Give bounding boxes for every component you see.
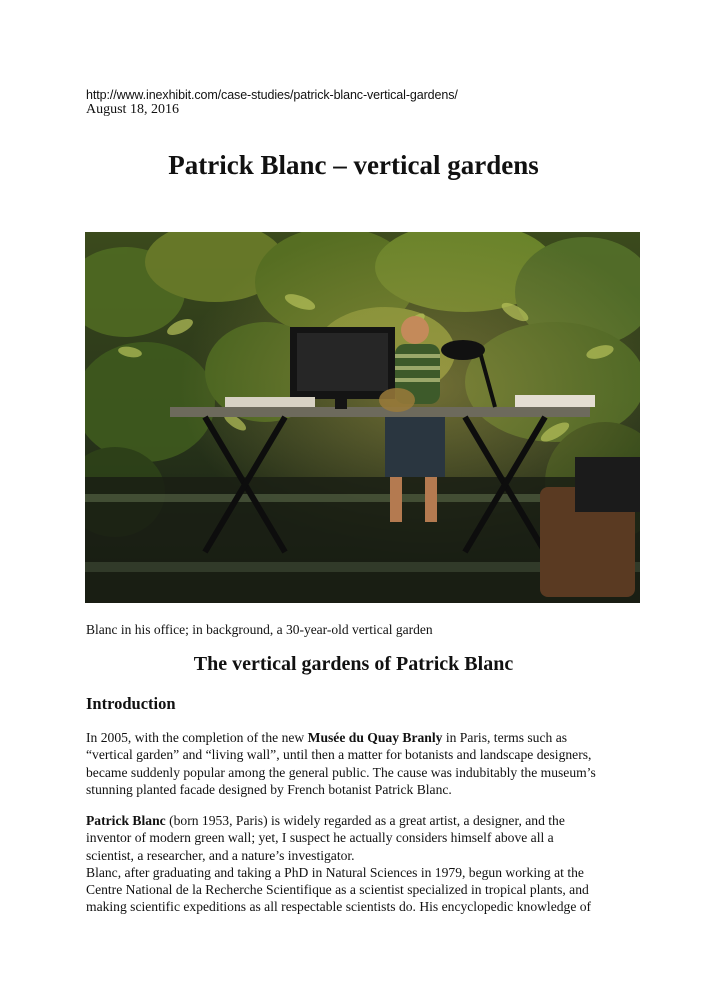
text-segment: in Paris, terms such as [442, 730, 568, 745]
text-line: “vertical garden” and “living wall”, until then a matter for botanists and landscape designers, [86, 747, 592, 763]
text-line: stunning planted facade designed by French botanist Patrick Blanc. [86, 781, 452, 797]
text-line: inventor of modern green wall; yet, I suspect he actually considers himself above all a [86, 830, 554, 846]
article-subtitle: The vertical gardens of Patrick Blanc [193, 653, 514, 675]
text-line: making scientific expeditions as all respectable scientists do. His encyclopedic knowledge of [86, 899, 592, 915]
text-line: Centre National de la Recherche Scientifique as a scientist specialized in tropical plants, and [86, 882, 589, 898]
page-title: Patrick Blanc – vertical gardens [168, 150, 539, 180]
source-url[interactable]: http://www.inexhibit.com/case-studies/patrick-blanc-vertical-gardens/ [86, 88, 458, 102]
intro-paragraph-1 [86, 729, 631, 798]
text-line: became suddenly popular among the general public. The cause was indubitably the museum’s [86, 764, 596, 780]
text-line: scientist, a researcher, and a nature’s investigator. [86, 847, 355, 863]
text-line: Blanc, after graduating and taking a PhD in Natural Sciences in 1979, begun working at the [86, 864, 584, 880]
text-segment: In 2005, with the completion of the new [86, 730, 308, 745]
person-name: Patrick Blanc [86, 813, 166, 828]
text-line [86, 812, 631, 829]
section-heading-introduction: Introduction [86, 694, 176, 713]
publication-date: August 18, 2016 [86, 102, 179, 117]
text-line [86, 729, 631, 746]
intro-paragraph-2 [86, 812, 631, 916]
office-photo [85, 232, 640, 603]
museum-name: Musée du Quay Branly [307, 730, 443, 745]
text-segment: (born 1953, Paris) is widely regarded as a great artist, a designer, and the [165, 813, 565, 828]
figure-caption: Blanc in his office; in background, a 30-year-old vertical garden [86, 622, 433, 637]
